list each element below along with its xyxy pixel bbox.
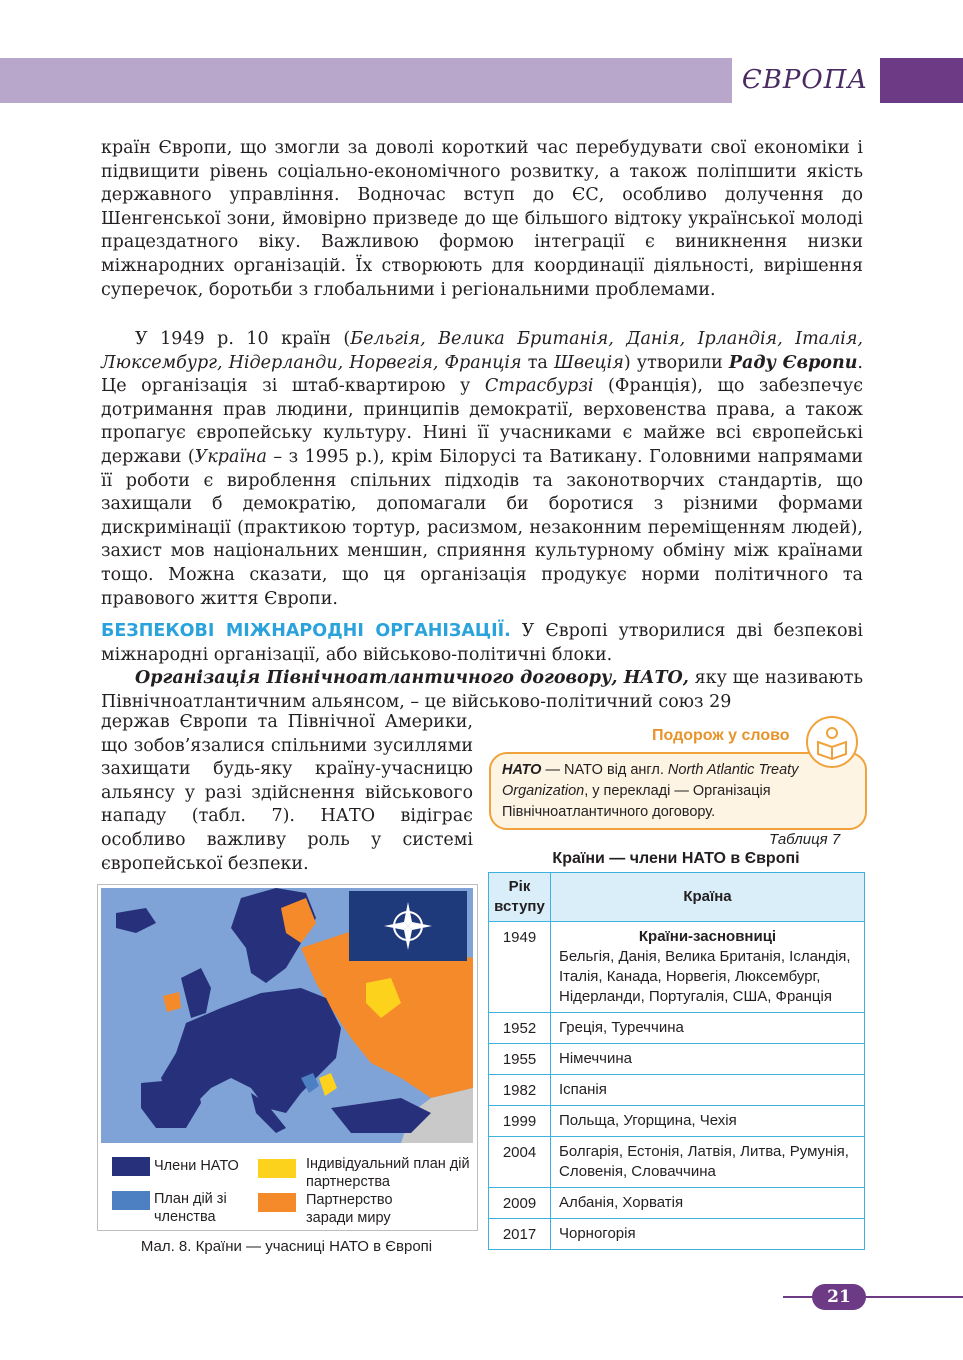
col-country-header: Країна — [551, 873, 865, 922]
legend-swatch-members — [112, 1157, 150, 1176]
legend-label-ipap: Індивідуальний план дій партнерства — [306, 1156, 470, 1190]
country-cell: Польща, Угорщина, Чехія — [551, 1106, 865, 1137]
country-cell: Країни-засновниці Бельгія, Данія, Велика Британія, Ісландія, Італія, Канада, Норвегія, Люксембург, Нідерланди, Португалія, США, Франція — [551, 922, 865, 1013]
year-cell: 2017 — [489, 1219, 551, 1250]
table-row — [489, 1075, 865, 1106]
nato-map-figure — [97, 884, 478, 1231]
table-row — [489, 922, 865, 1013]
paragraph-4: Організація Північноатлантичного договору, НАТО, яку ще називають Північноатлантичним альянсом, – це військово-політичний союз 29 — [101, 668, 863, 712]
country-cell: Албанія, Хорватія — [551, 1188, 865, 1219]
paragraph-1: країн Європи, що змогли за доволі короткий час перебудувати свої економіки і підвищити рівень соціально-економічного розвитку, а також поліпшити якість державного управління. Водночас вступ до ЄС, особливо долучення до Шенгенської зони, ймовірно призведе до ще більшого відтоку української молоді працездатного віку. Важливою формою інтеграції є виникнення низки міжнародних організацій. Їх створюють для координації діяльності, вирішення суперечок, боротьби з глобальними і регіональними проблемами. — [101, 138, 863, 300]
legend-swatch-map — [112, 1191, 150, 1210]
page-number: 21 — [812, 1284, 866, 1310]
word-box-text: НАТО — NATO від англ. North Atlantic Treaty Organization, у перекладі — Організація Північноатлантичного договору. — [502, 762, 799, 820]
col-year-header: Рік вступу — [489, 873, 551, 922]
country-cell: Чорногорія — [551, 1219, 865, 1250]
table-title: Країни — члени НАТО в Європі — [552, 850, 800, 867]
year-cell: 1949 — [489, 922, 551, 1013]
table-row — [489, 1013, 865, 1044]
year-cell: 2009 — [489, 1188, 551, 1219]
table-row — [489, 1106, 865, 1137]
table-row — [489, 1188, 865, 1219]
table-row — [489, 1044, 865, 1075]
map-caption: Мал. 8. Країни — учасниці НАТО в Європі — [140, 1238, 433, 1255]
legend-label-map: План дій зі членства — [154, 1191, 227, 1225]
country-cell: Німеччина — [551, 1044, 865, 1075]
header-tab — [880, 58, 963, 103]
paragraph-2: У 1949 р. 10 країн (Бельгія, Велика Британія, Данія, Ірландія, Італія, Люксембург, Нідерланди, Норвегія, Франція та Швеція) утворили Раду Європи. Це організація зі штаб-квартирою у Страсбурзі (Франція), що забезпечує дотримання прав людини, принципів демократії, верховенства права, а також пропагує європейську культуру. Нині її учасниками є майже всі європейські держави (Україна – з 1995 р.), крім Білорусі та Ватикану. Головними напрямами її роботи є вироблення спільних підходів та законотворчих стандартів, що захищали б демократію, допомагали би боротися з різними формами дискримінації (практикою тортур, расизмом, незаконним переміщенням людей), захист мов національних меншин, сприяння культурному обміну між країнами тощо. Можна сказати, що ця організація продукує норми політичного та правового життя Європи. — [101, 329, 864, 609]
country-cell: Болгарія, Естонія, Латвія, Литва, Румунія, Словенія, Словаччина — [551, 1137, 865, 1188]
section-title: ЄВРОПА — [741, 65, 869, 95]
nato-flag — [349, 891, 467, 961]
paragraph-5: держав Європи та Північної Америки, що зобов’язалися спільними зусиллями захищати будь-яку країну-учасницю альянсу у разі здійснення військового нападу (табл. 7). НАТО відіграє особливо важливу роль у системі європейської безпеки. — [101, 712, 473, 874]
year-cell: 2004 — [489, 1137, 551, 1188]
header-band — [0, 58, 732, 103]
nato-term: Організація Північноатлантичного договору, НАТО, — [135, 668, 689, 688]
year-cell: 1999 — [489, 1106, 551, 1137]
legend-label-pfp: Партнерство заради миру — [306, 1192, 393, 1226]
table-row — [489, 1137, 865, 1188]
nato-members-table — [488, 872, 865, 1250]
table-row — [489, 1219, 865, 1250]
year-cell: 1955 — [489, 1044, 551, 1075]
paragraph-3: БЕЗПЕКОВІ МІЖНАРОДНІ ОРГАНІЗАЦІЇ. У Європі утворилися дві безпекові міжнародні організації, або військово-політичні блоки. — [101, 621, 863, 665]
year-cell: 1952 — [489, 1013, 551, 1044]
legend-swatch-ipap — [258, 1159, 296, 1178]
year-cell: 1982 — [489, 1075, 551, 1106]
section-heading: БЕЗПЕКОВІ МІЖНАРОДНІ ОРГАНІЗАЦІЇ. — [101, 621, 511, 641]
legend-label-members: Члени НАТО — [154, 1158, 239, 1174]
country-cell: Греція, Туреччина — [551, 1013, 865, 1044]
country-cell: Іспанія — [551, 1075, 865, 1106]
table-header-row — [489, 873, 865, 922]
founders-title: Країни-засновниці — [638, 928, 777, 945]
legend-swatch-pfp — [258, 1193, 296, 1212]
nato-compass-icon — [349, 891, 467, 961]
table-label: Таблиця 7 — [769, 831, 841, 848]
page-number-line — [783, 1296, 963, 1298]
word-box-title: Подорож у слово — [652, 727, 790, 744]
